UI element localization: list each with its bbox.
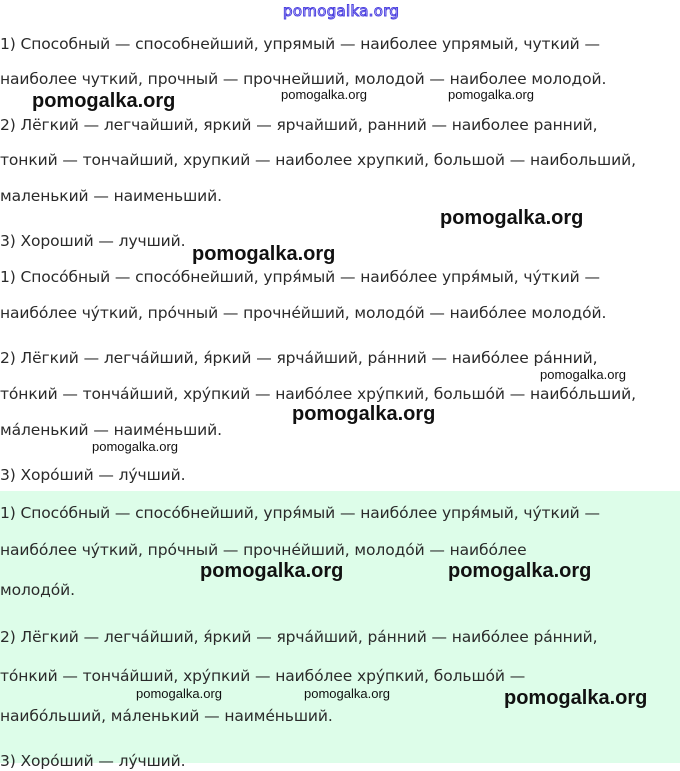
block3-line-2: наибо́лее чу́ткий, про́чный — прочне́йший, молодо́й — наибо́лее <box>0 541 527 559</box>
watermark: pomogalka.org <box>292 403 436 425</box>
block2-line-1: 1) Спосо́бный — спосо́бнейший, упря́мый — наибо́лее упря́мый, чу́ткий — <box>0 268 600 286</box>
block2-line-2: наибо́лее чу́ткий, про́чный — прочне́йший, молодо́й — наибо́лее молодо́й. <box>0 304 607 322</box>
block2-line-5: ма́ленький — наиме́ньший. <box>0 421 222 439</box>
block1-line-3: 2) Лёгкий — легчайший, яркий — ярчайший, ранний — наиболее ранний, <box>0 116 598 134</box>
watermark: pomogalka.org <box>448 560 592 582</box>
block2-line-6: 3) Хоро́ший — лу́чший. <box>0 466 186 484</box>
block3-line-1: 1) Спосо́бный — спосо́бнейший, упря́мый — наибо́лее упря́мый, чу́ткий — <box>0 504 600 522</box>
watermark-header: pomogalka.org <box>283 2 400 20</box>
watermark: pomogalka.org <box>448 87 534 102</box>
watermark: pomogalka.org <box>192 243 336 265</box>
block2-line-3: 2) Лёгкий — легча́йший, я́ркий — ярча́йший, ра́нний — наибо́лее ра́нний, <box>0 349 598 367</box>
watermark: pomogalka.org <box>136 686 222 701</box>
watermark: pomogalka.org <box>92 439 178 454</box>
watermark: pomogalka.org <box>200 560 344 582</box>
block1-line-2: наиболее чуткий, прочный — прочнейший, молодой — наиболее молодой. <box>0 70 607 88</box>
block1-line-1: 1) Способный — способнейший, упрямый — наиболее упрямый, чуткий — <box>0 35 600 53</box>
watermark: pomogalka.org <box>281 87 367 102</box>
watermark: pomogalka.org <box>440 207 584 229</box>
block2-line-4: то́нкий — тонча́йший, хру́пкий — наибо́лее хру́пкий, большо́й — наибо́льший, <box>0 385 636 403</box>
watermark: pomogalka.org <box>540 367 626 382</box>
block3-line-3: молодо́й. <box>0 581 75 599</box>
block1-line-5: маленький — наименьший. <box>0 187 222 205</box>
watermark: pomogalka.org <box>504 687 648 709</box>
block3-line-4: 2) Лёгкий — легча́йший, я́ркий — ярча́йший, ра́нний — наибо́лее ра́нний, <box>0 628 598 646</box>
block3-line-7: 3) Хоро́ший — лу́чший. <box>0 752 186 770</box>
block1-line-4: тонкий — тончайший, хрупкий — наиболее хрупкий, большой — наибольший, <box>0 151 636 169</box>
watermark: pomogalka.org <box>304 686 390 701</box>
block1-line-6: 3) Хороший — лучший. <box>0 232 186 250</box>
block3-line-6: наибо́льший, ма́ленький — наиме́ньший. <box>0 707 333 725</box>
block3-line-5: то́нкий — тонча́йший, хру́пкий — наибо́лее хру́пкий, большо́й — <box>0 667 526 685</box>
watermark: pomogalka.org <box>32 90 176 112</box>
